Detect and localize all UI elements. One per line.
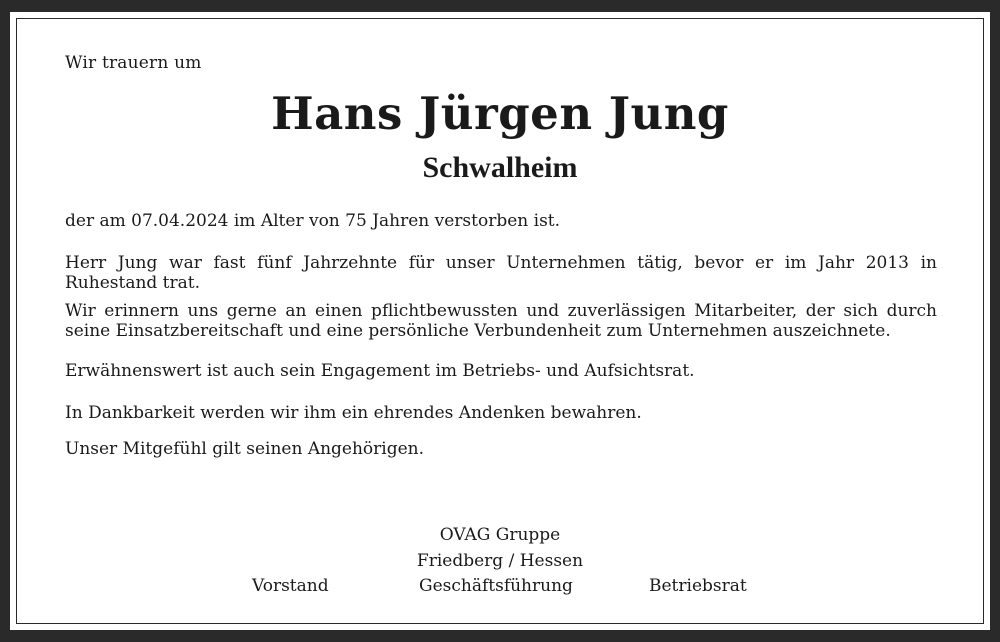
paragraph-death-date: der am 07.04.2024 im Alter von 75 Jahren verstorben ist. (65, 211, 561, 231)
paragraph-engagement: Erwähnenswert ist auch sein Engagement im Betriebs- und Aufsichtsrat. (65, 361, 695, 381)
paragraph-career: Herr Jung war fast fünf Jahrzehnte für unser Unternehmen tätig, bevor er im Jahr 2013 in Ruhestand trat. (65, 253, 937, 293)
role-management: Geschäftsführung (419, 576, 573, 596)
notice-border (16, 18, 984, 624)
paragraph-remembrance: Wir erinnern uns gerne an einen pflichtbewussten und zuverlässigen Mitarbeiter, der sich durch seine Einsatzbereitschaft und eine persönliche Verbundenheit zum Unternehmen auszeichnete. (65, 301, 937, 341)
paragraph-sympathy: Unser Mitgefühl gilt seinen Angehörigen. (65, 439, 425, 459)
signature-location: Friedberg / Hessen (416, 551, 584, 571)
obituary-notice (10, 12, 990, 630)
intro-text: Wir trauern um (65, 53, 202, 73)
role-works-council: Betriebsrat (649, 576, 747, 596)
signature-roles (17, 576, 983, 598)
signature-company: OVAG Gruppe (439, 525, 561, 545)
deceased-place: Schwalheim (422, 151, 578, 184)
role-board: Vorstand (252, 576, 329, 596)
paragraph-gratitude: In Dankbarkeit werden wir ihm ein ehrendes Andenken bewahren. (65, 403, 642, 423)
deceased-name: Hans Jürgen Jung (271, 87, 729, 140)
